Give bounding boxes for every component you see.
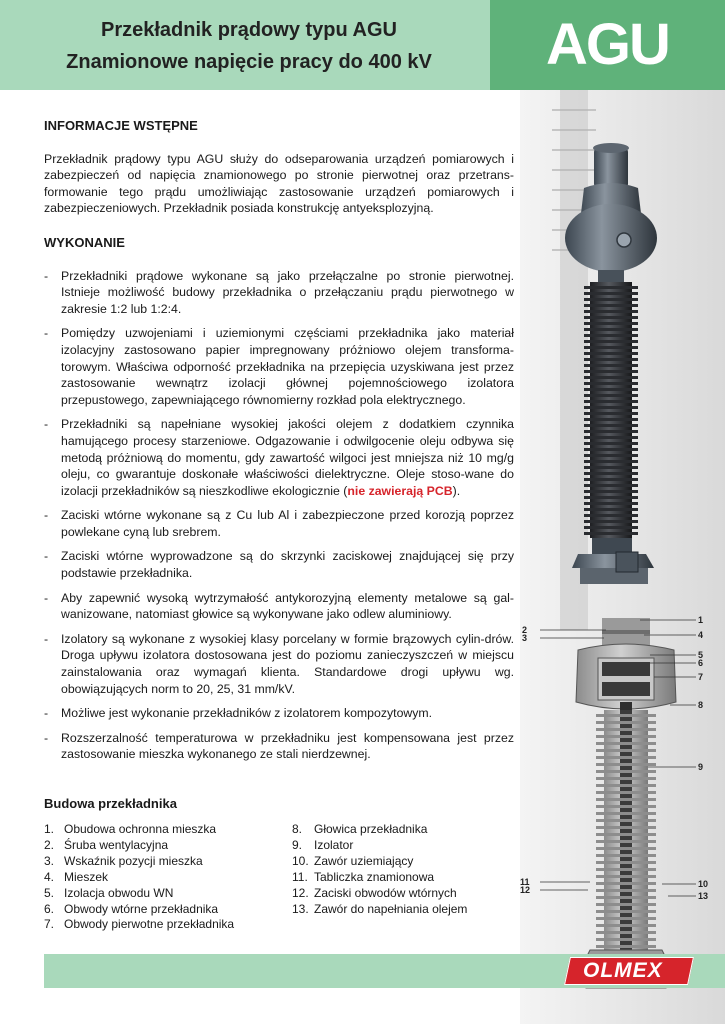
insulator-shed	[584, 334, 638, 337]
insulator-shed	[584, 490, 638, 493]
diagram-shed	[596, 784, 656, 787]
insulator-shed	[584, 526, 638, 529]
insulator-shed	[584, 472, 638, 475]
callout-3: 3	[522, 633, 528, 643]
parts-list-1	[44, 822, 234, 933]
diagram-shed	[596, 847, 656, 850]
diagram-shed	[596, 938, 656, 941]
diagram-shed	[596, 896, 656, 899]
page-title	[44, 14, 454, 78]
diagram-shed	[596, 910, 656, 913]
part-item: 7. Obwody pierwotne przekładnika	[44, 917, 235, 932]
part-item: 4. Mieszek	[44, 869, 109, 884]
part-item: 5. Izolacja obwodu WN	[44, 885, 174, 900]
porcelain-insulator	[590, 282, 632, 538]
diagram-shed	[596, 819, 656, 822]
diagram-shed	[596, 749, 656, 752]
insulator-shed	[584, 496, 638, 499]
list-item-suffix: ).	[452, 483, 461, 498]
insulator-shed	[584, 292, 638, 295]
list-item: - Rozszerzalność temperaturowa w przekładniku jest kompensowana jest przez zastosowanie mieszka wykonanego ze stali nierdzewnej.	[44, 730, 514, 763]
list-item: - Zaciski wtórne wykonane są z Cu lub Al i zabezpieczone przed korozją poprzez powlekane cyną lub srebrem.	[44, 507, 514, 540]
part-item: 8. Głowica przekładnika	[292, 822, 428, 836]
logo-text: OLMEX	[583, 959, 663, 982]
list-item: - Możliwe jest wykonanie przekładników z izolatorem kompozytowym.	[44, 705, 514, 722]
insulator-shed	[584, 478, 638, 481]
insulator-shed	[584, 514, 638, 517]
part-item: 11. Tabliczka znamionowa	[292, 869, 435, 884]
diagram-shed	[596, 924, 656, 927]
insulator-shed	[584, 442, 638, 445]
insulator-shed	[584, 520, 638, 523]
diagram-shed	[596, 763, 656, 766]
olmex-logo	[567, 957, 691, 985]
diagram-shed	[596, 868, 656, 871]
list-item: - Aby zapewnić wysoką wytrzymałość antykorozyjną elementy metalowe są gal-wanizowane, natomiast głowice są wykonywane jako odlew aluminiowy.	[44, 590, 514, 623]
list-item: - Pomiędzy uzwojeniami i uziemionymi częściami przekładnika jako materiał izolacyjny zastosowano papier impregnowany próżniowo olejem transforma-torowym. Właściwa odporność przekładnika na przepięcia uzyskiwana jest przez zastosowanie wewnątrz izolacji głównej pojemnościowego izolatora przepustowego, zapewniającego równomierny rozkład pola elektrycznego.	[44, 325, 514, 408]
diagram-shed	[596, 805, 656, 808]
pcb-highlight: nie zawierają PCB	[347, 483, 453, 498]
insulator-shed	[584, 388, 638, 391]
part-item: 13. Zawór do napełniania olejem	[292, 901, 468, 916]
insulator-shed	[584, 532, 638, 535]
callout-2: 2	[522, 625, 528, 635]
callout-12: 12	[520, 885, 531, 895]
insulator-shed	[584, 340, 638, 343]
diagram-shed	[596, 861, 656, 864]
insulator-shed	[584, 346, 638, 349]
part-item: 2. Śruba wentylacyjna	[44, 837, 169, 852]
insulator-shed	[584, 394, 638, 397]
intro-text: Przekładnik prądowy typu AGU służy do odseparowania urządzeń pomiarowych i zabezpieczeń od napięcia znamionowego po stronie pierwotnej oraz przetrans-formowanie tego prądu umożliwiając zastosowanie urządzeń pomiarowych i zabezpieczeniowych. Przekładnik posiada konstrukcję antyeksplozyjną.	[44, 151, 514, 216]
insulator-shed	[584, 310, 638, 313]
insulator-shed	[584, 436, 638, 439]
callout-1: 1	[698, 615, 704, 625]
insulator-shed	[584, 424, 638, 427]
insulator-shed	[584, 412, 638, 415]
callout-13: 13	[698, 891, 709, 901]
title-line-1: Przekładnik prądowy typu AGU	[101, 19, 397, 41]
list-item: - Izolatory są wykonane z wysokiej klasy porcelany w formie brązowych cylin-drów. Droga upływu izolatora dostosowana jest do poziomu zanieczyszczeń w miejscu zainstalowania oraz wymagań klienta. Standardowe drogi upływu wg. obowiązujących norm to 20, 25, 31 mm/kV.	[44, 631, 514, 697]
list-item: - Przekładniki prądowe wykonane są jako przełączalne po stronie pierwotnej. Istnieje możliwość budowy przekładnika o przełączaniu prądu pierwotnego w zakresie 1:2 lub 1:2:4.	[44, 268, 514, 318]
part-item: 9. Izolator	[292, 837, 354, 852]
diagram-shed	[596, 770, 656, 773]
insulator-shed	[584, 322, 638, 325]
insulator-shed	[584, 364, 638, 367]
callout-9: 9	[698, 762, 704, 772]
diagram-shed	[596, 840, 656, 843]
parts-list-2	[292, 822, 467, 917]
diagram-shed	[596, 812, 656, 815]
part-item: 1. Obudowa ochronna mieszka	[44, 822, 217, 836]
insulator-shed	[584, 298, 638, 301]
diagram-shed	[596, 777, 656, 780]
insulator-shed	[584, 418, 638, 421]
diagram-shed	[596, 882, 656, 885]
base-flange	[572, 554, 654, 568]
diagram-shed	[596, 791, 656, 794]
diagram-shed	[596, 875, 656, 878]
list-item-text: Przekładniki są napełniane wysokiej jakości olejem z dodatkiem czynnika hamującego procesy starzeniowe. Odgazowanie i odwilgocenie oleju odbywa się metodą próżniową do momentu, gdy zawartość wilgoci jest mniejsza niż 10 mg/g oleju, co gwarantuje doskonałe właściwości dielektryczne. Oleje stoso-wane do izolacji przekładników są nieszkodliwe ekologicznie (	[61, 417, 514, 498]
diagram-shed	[596, 798, 656, 801]
intro-heading: INFORMACJE WSTĘPNE	[44, 118, 198, 133]
part-item: 3. Wskaźnik pozycji mieszka	[44, 853, 203, 868]
list-item: - Zaciski wtórne wyprowadzone są do skrzynki zaciskowej znajdującej się przy podstawie przekładnika.	[44, 548, 514, 581]
insulator-shed	[584, 484, 638, 487]
diagram-shed	[596, 728, 656, 731]
diagram-shed	[596, 756, 656, 759]
insulator-shed	[584, 400, 638, 403]
diagram-shed	[596, 917, 656, 920]
bellows-cover	[594, 148, 628, 188]
diagram-core	[620, 710, 632, 950]
diagram-shed	[596, 833, 656, 836]
insulator-shed	[584, 382, 638, 385]
callout-7: 7	[698, 672, 704, 682]
part-item: 6. Obwody wtórne przekładnika	[44, 901, 219, 916]
nameplate-bolt	[617, 233, 631, 247]
transformer-head	[565, 204, 657, 272]
construction-heading: Budowa przekładnika	[44, 796, 177, 811]
insulator-shed	[584, 406, 638, 409]
insulator-shed	[584, 430, 638, 433]
insulator-shed	[584, 466, 638, 469]
insulator-shed	[584, 376, 638, 379]
design-list	[44, 268, 514, 763]
transformer-illustration	[520, 90, 725, 1024]
insulator-shed	[584, 328, 638, 331]
product-code-box	[490, 0, 725, 90]
diagram-shed	[596, 742, 656, 745]
diagram-shed	[596, 889, 656, 892]
terminal-box	[616, 552, 638, 572]
main-content	[44, 118, 514, 771]
part-item: 10. Zawór uziemiający	[292, 853, 414, 868]
insulator-shed	[584, 304, 638, 307]
diagram-shed	[596, 735, 656, 738]
diagram-shed	[596, 826, 656, 829]
callout-11: 11	[520, 877, 530, 887]
callout-5: 5	[698, 650, 704, 660]
insulator-shed	[584, 286, 638, 289]
diagram-shed	[596, 931, 656, 934]
insulator-shed	[584, 508, 638, 511]
insulator-shed	[584, 352, 638, 355]
insulator-shed	[584, 370, 638, 373]
diagram-shed	[596, 854, 656, 857]
design-heading: WYKONANIE	[44, 234, 125, 250]
callout-4: 4	[698, 630, 704, 640]
title-line-2: Znamionowe napięcie pracy do 400 kV	[66, 51, 432, 73]
list-item	[44, 416, 514, 499]
diagram-shed	[596, 721, 656, 724]
diagram-shed	[596, 714, 656, 717]
callout-10: 10	[698, 879, 709, 889]
diagram-shed	[596, 903, 656, 906]
product-code: AGU	[546, 12, 669, 77]
callout-6: 6	[698, 658, 704, 668]
insulator-shed	[584, 454, 638, 457]
callout-8: 8	[698, 700, 704, 710]
insulator-shed	[584, 448, 638, 451]
diagram-shed	[596, 945, 656, 948]
part-item: 12. Zaciski obwodów wtórnych	[292, 885, 457, 900]
insulator-shed	[584, 316, 638, 319]
insulator-shed	[584, 358, 638, 361]
insulator-shed	[584, 460, 638, 463]
insulator-shed	[584, 502, 638, 505]
